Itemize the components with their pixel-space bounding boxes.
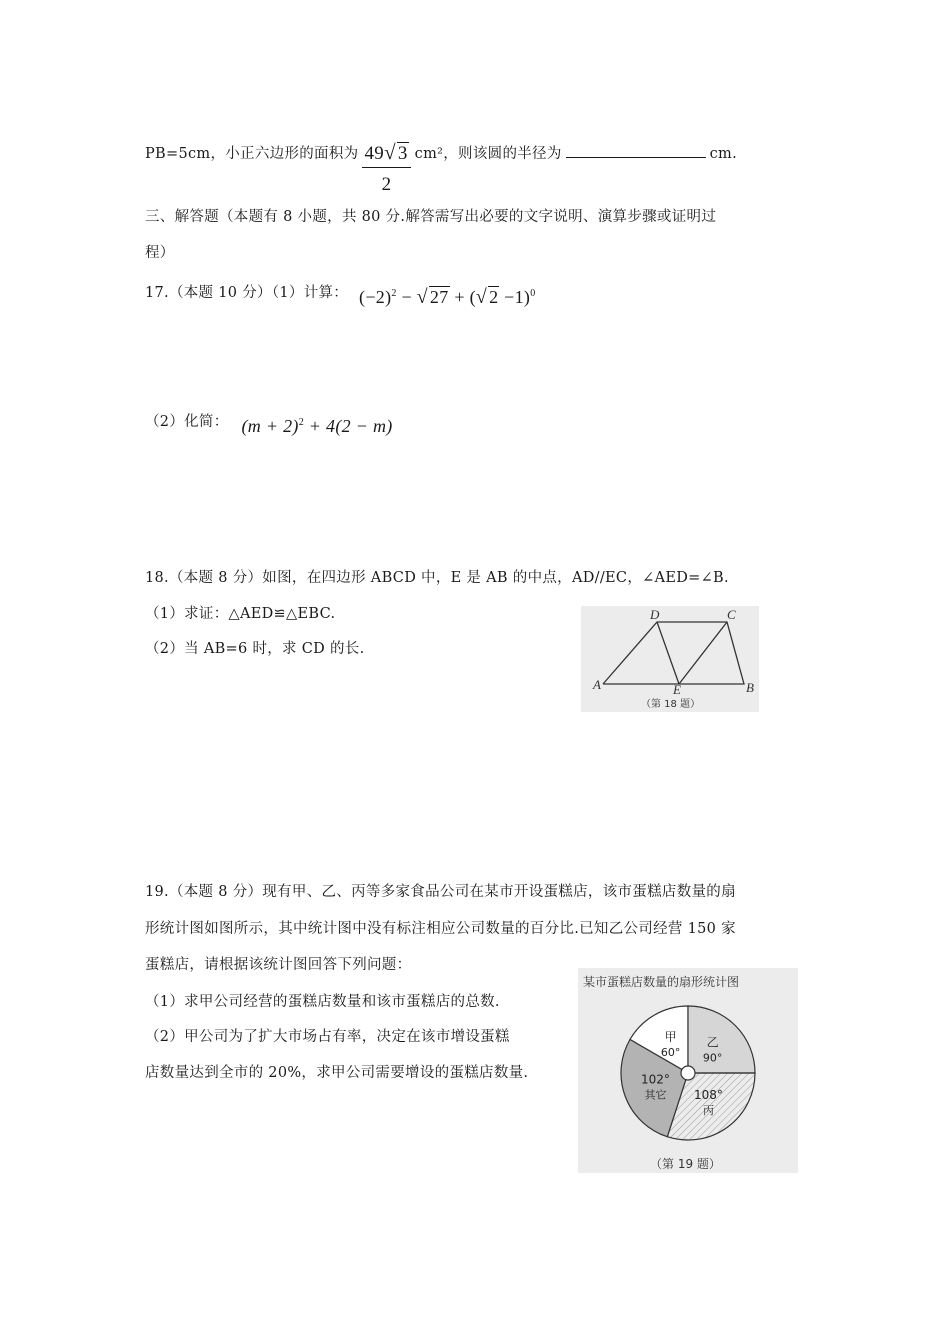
frac-denominator: 2 bbox=[381, 174, 392, 195]
pie-slice-label-1: 乙 bbox=[706, 1035, 719, 1050]
q17-expression-1: $(-2)^2$ − √ 27 + (√ 2 −1)$^0$ bbox=[359, 286, 536, 308]
label-D: D bbox=[650, 607, 660, 622]
label-A: A bbox=[593, 677, 601, 692]
q17-part2 bbox=[145, 410, 393, 436]
q18-part1: （1）求证：△AED≌△EBC. bbox=[145, 606, 336, 622]
q18-part2: （2）当 AB=6 时，求 CD 的长. bbox=[145, 641, 365, 657]
pie-slice-label-3: 102° bbox=[641, 1072, 670, 1087]
pie-slice-angle-3: 其它 bbox=[644, 1088, 667, 1102]
q16-unit-area: cm²，则该圆的半径为 bbox=[414, 146, 562, 162]
section3-line2: 程） bbox=[145, 245, 175, 261]
q18-stem: 18.（本题 8 分）如图，在四边形 ABCD 中，E 是 AB 的中点，AD//EC，∠AED=∠B. bbox=[145, 570, 729, 586]
q19-pie-figure bbox=[578, 968, 798, 1173]
chart-caption: （第 19 题） bbox=[650, 1157, 721, 1171]
chart-title: 某市蛋糕店数量的扇形统计图 bbox=[583, 975, 740, 989]
q19-stem-line2: 形统计图如图所示，其中统计图中没有标注相应公司数量的百分比.已知乙公司经营 150 家 bbox=[145, 921, 736, 937]
pie-slice-label-2: 108° bbox=[694, 1088, 723, 1103]
pie-slice-angle-1: 90° bbox=[702, 1051, 723, 1065]
q17-part1 bbox=[145, 280, 536, 308]
q18-caption: （第 18 题） bbox=[641, 699, 701, 710]
q19-part1: （1）求甲公司经营的蛋糕店数量和该市蛋糕店的总数. bbox=[145, 994, 500, 1010]
pie-slice-label-0: 甲 bbox=[664, 1029, 677, 1044]
section3-line1: 三、解答题（本题有 8 小题，共 80 分.解答需写出必要的文字说明、演算步骤或证明过 bbox=[145, 209, 717, 225]
q19-part2-line1: （2）甲公司为了扩大市场占有率，决定在该市增设蛋糕 bbox=[145, 1029, 510, 1045]
pie-slice-angle-2: 丙 bbox=[702, 1104, 714, 1118]
q17-label: 17.（本题 10 分）（1）计算： bbox=[145, 285, 349, 301]
q19-stem-line1: 19.（本题 8 分）现有甲、乙、丙等多家食品公司在某市开设蛋糕店，该市蛋糕店数量的扇 bbox=[145, 884, 736, 900]
q17-part2-label: （2）化简： bbox=[145, 414, 229, 430]
q19-part2-line2: 店数量达到全市的 20%，求甲公司需要增设的蛋糕店数量. bbox=[145, 1065, 529, 1081]
answer-blank[interactable] bbox=[566, 143, 706, 158]
q16-tail-line bbox=[145, 126, 738, 195]
pie-slice-angle-0: 60° bbox=[660, 1045, 681, 1059]
label-E: E bbox=[673, 682, 681, 697]
pie-center-mark bbox=[681, 1066, 695, 1080]
label-C: C bbox=[727, 607, 736, 622]
q19-stem-line3: 蛋糕店，请根据该统计图回答下列问题： bbox=[145, 957, 412, 973]
frac-radicand: 3 bbox=[397, 143, 408, 164]
q17-expression-2: $(m + 2)^2 + 4(2 - m)$ bbox=[241, 416, 393, 436]
q16-prefix: PB=5cm，小正六边形的面积为 bbox=[145, 146, 359, 162]
frac-numerator: 49 bbox=[364, 143, 385, 164]
hexagon-area-fraction: $\frac{49√ 3}{2}$ bbox=[362, 140, 410, 196]
q16-unit: cm. bbox=[709, 146, 738, 162]
label-B: B bbox=[746, 680, 754, 695]
q18-figure bbox=[581, 606, 759, 712]
